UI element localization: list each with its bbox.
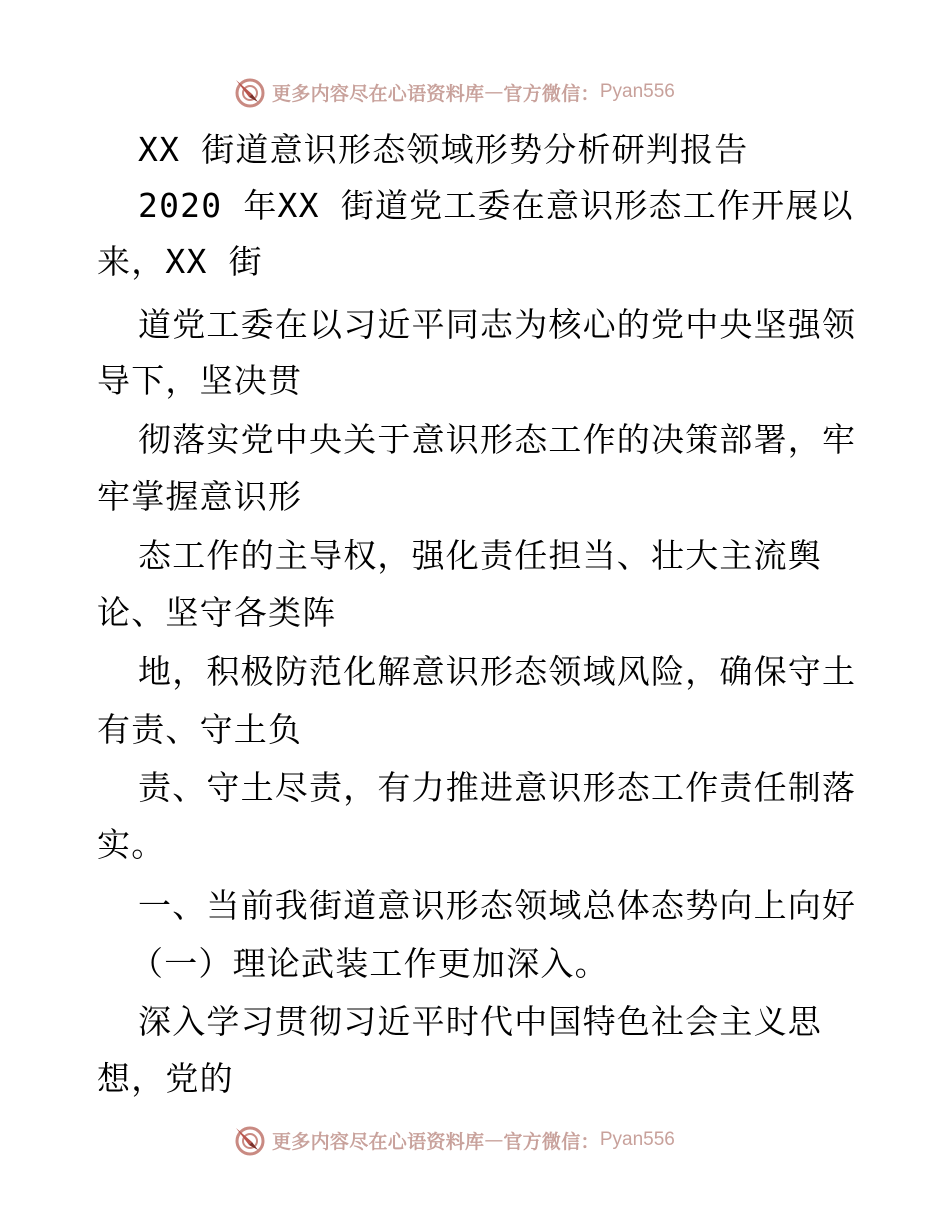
watermark-contact-label: 官方微信： (503, 82, 600, 105)
subsection-heading: （一）理论武装工作更加深入。 (130, 944, 609, 983)
paragraph-line: 深入学习贯彻习近平时代中国特色社会主义思 (138, 1002, 822, 1041)
watermark-separator: — (484, 81, 504, 103)
watermark-main-text: 更多内容尽在心语资料库 (272, 82, 485, 105)
section-heading: 一、当前我街道意识形态领域总体态势向上向好 (138, 886, 857, 925)
watermark-contact-id: Pyan556 (599, 1129, 675, 1150)
paragraph-line: 来，XX 街 (97, 242, 263, 281)
watermark-separator: — (484, 1129, 504, 1151)
paragraph-line: 牢掌握意识形 (97, 477, 303, 516)
watermark-main-text: 更多内容尽在心语资料库 (272, 1130, 485, 1153)
pen-circle-logo (232, 1122, 268, 1158)
watermark-contact-label: 官方微信： (503, 1130, 600, 1153)
paragraph-line: 论、坚守各类阵 (97, 593, 337, 632)
paragraph-line: 道党工委在以习近平同志为核心的党中央坚强领 (138, 305, 857, 344)
paragraph-line: 实。 (97, 825, 166, 864)
paragraph-line: 责、守土尽责，有力推进意识形态工作责任制落 (138, 768, 857, 807)
paragraph-line: 2020 年XX 街道党工委在意识形态工作开展以 (138, 186, 854, 225)
paragraph-line: 彻落实党中央关于意识形态工作的决策部署，牢 (138, 420, 857, 459)
paragraph-line: 导下，坚决贯 (97, 361, 303, 400)
paragraph-line: 有责、守土负 (97, 710, 303, 749)
watermark-contact-id: Pyan556 (599, 81, 675, 102)
paragraph-line: 想，党的 (97, 1059, 234, 1098)
document-title: XX 街道意识形态领域形势分析研判报告 (138, 130, 749, 169)
pen-circle-logo (232, 74, 268, 110)
watermark-banner-bottom (232, 1120, 675, 1160)
paragraph-line: 地，积极防范化解意识形态领域风险，确保守土 (138, 652, 857, 691)
watermark-banner-top (232, 72, 675, 112)
paragraph-line: 态工作的主导权，强化责任担当、壮大主流舆 (138, 536, 822, 575)
